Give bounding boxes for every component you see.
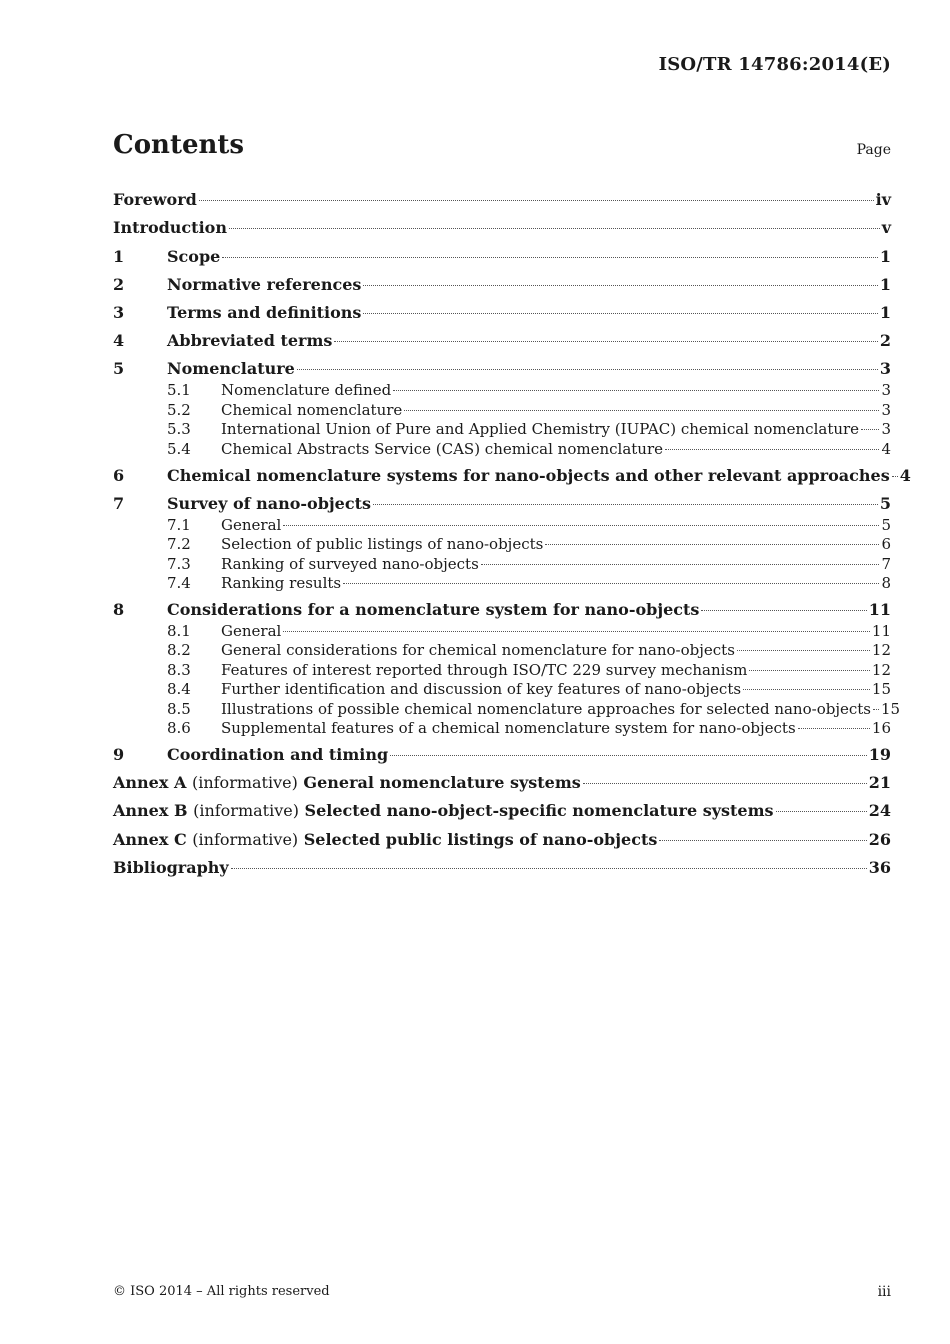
toc-entry[interactable] — [113, 622, 891, 642]
page-number: iii — [877, 1284, 891, 1300]
annex-informative-tag: (informative) — [193, 801, 299, 821]
dot-leader — [283, 631, 870, 632]
toc-entry-page: 15 — [880, 699, 901, 718]
toc-entry-number: 3 — [113, 302, 125, 322]
toc-entry-page: 8 — [881, 574, 891, 593]
copyright-notice: © ISO 2014 – All rights reserved — [113, 1284, 330, 1299]
dot-leader — [373, 504, 878, 505]
dot-leader — [743, 689, 870, 690]
toc-entry-page: 1 — [879, 246, 891, 266]
toc-entry-page: 15 — [871, 680, 891, 699]
toc-entry-title: Nomenclature defined — [221, 381, 392, 400]
toc-entry[interactable] — [113, 598, 891, 622]
annex-informative-tag: (informative) — [191, 773, 298, 793]
toc-entry[interactable] — [113, 719, 891, 739]
toc-entry[interactable] — [113, 555, 891, 575]
dot-leader — [363, 313, 877, 314]
toc-entry-title: Coordination and timing — [167, 745, 389, 765]
toc-entry[interactable] — [113, 492, 891, 516]
dot-leader — [229, 228, 880, 229]
toc-entry[interactable] — [113, 661, 891, 681]
toc-entry[interactable] — [113, 699, 901, 720]
toc-entry-title: Chemical nomenclature systems for nano-objects and other relevant approaches — [167, 465, 890, 485]
toc-entry-page: 3 — [881, 400, 891, 419]
toc-entry-page: 7 — [881, 554, 891, 573]
dot-leader — [390, 755, 867, 756]
toc-entry-title: Terms and definitions — [167, 302, 362, 322]
toc-entry-page: 5 — [881, 515, 891, 534]
toc-entry-number: 2 — [113, 274, 125, 294]
toc-entry-page: 11 — [868, 599, 891, 619]
toc-entry-title: Introduction — [113, 218, 227, 238]
toc-entry[interactable] — [113, 743, 891, 767]
dot-leader — [749, 670, 870, 671]
toc-entry-title — [113, 771, 581, 795]
dot-leader — [873, 709, 879, 710]
toc-entry-number: 8 — [113, 599, 125, 619]
toc-entry[interactable] — [113, 574, 891, 594]
dot-leader — [393, 390, 879, 391]
dot-leader — [343, 583, 879, 584]
toc-entry-number: 5.4 — [167, 439, 191, 458]
toc-entry-number: 7.3 — [167, 554, 191, 573]
toc-entry-title: Selection of public listings of nano-objects — [221, 535, 544, 554]
document-id: ISO/TR 14786:2014(E) — [658, 54, 891, 75]
toc-entry-number: 8.3 — [167, 660, 191, 679]
toc-entry-page: 1 — [879, 302, 891, 322]
annex-label: Annex A — [113, 773, 187, 793]
toc-entry[interactable] — [113, 535, 891, 555]
toc-entry-page: 4 — [881, 439, 891, 458]
dot-leader — [861, 429, 879, 430]
toc-entry-number: 5.3 — [167, 420, 191, 439]
toc-entry-page: 4 — [899, 465, 911, 485]
toc-entry-number: 6 — [113, 465, 125, 485]
toc-entry-page: 12 — [871, 660, 891, 679]
dot-leader — [297, 369, 878, 370]
toc-entry-title — [113, 799, 774, 823]
dot-leader — [231, 868, 867, 869]
toc-entry[interactable] — [113, 641, 891, 661]
toc-entry-page: 3 — [881, 381, 891, 400]
toc-entry-page: 6 — [881, 535, 891, 554]
toc-entry[interactable] — [113, 440, 891, 460]
toc-entry[interactable] — [113, 799, 891, 823]
toc-entry-page: iv — [875, 190, 891, 210]
annex-title: Selected public listings of nano-objects — [303, 829, 658, 849]
toc-entry[interactable] — [113, 381, 891, 401]
toc-entry-title: Chemical nomenclature — [221, 400, 403, 419]
toc-entry-number: 4 — [113, 331, 125, 351]
toc-entry[interactable] — [113, 301, 891, 325]
annex-title: Selected nano-object-specific nomenclature systems — [304, 801, 774, 821]
dot-leader — [222, 257, 878, 258]
toc-entry[interactable] — [113, 516, 891, 536]
toc-entry[interactable] — [113, 245, 891, 269]
dot-leader — [404, 410, 879, 411]
dot-leader — [659, 840, 866, 841]
annex-label: Annex B — [113, 801, 188, 821]
table-of-contents — [113, 184, 911, 880]
toc-entry-title: Nomenclature — [167, 359, 295, 379]
dot-leader — [798, 728, 870, 729]
toc-entry-page: 1 — [879, 274, 891, 294]
toc-entry-number: 1 — [113, 246, 125, 266]
toc-entry[interactable] — [113, 828, 891, 852]
toc-entry-page: 19 — [868, 745, 891, 765]
dot-leader — [776, 811, 867, 812]
toc-entry-title: Bibliography — [113, 857, 229, 877]
toc-entry-number: 8.1 — [167, 621, 191, 640]
annex-informative-tag: (informative) — [192, 829, 299, 849]
toc-entry[interactable] — [113, 357, 891, 381]
toc-entry-title: Ranking results — [221, 574, 342, 593]
toc-entry[interactable] — [113, 329, 891, 353]
dot-leader — [701, 610, 866, 611]
dot-leader — [283, 525, 879, 526]
toc-entry-title: Abbreviated terms — [167, 331, 333, 351]
toc-entry-title: Scope — [167, 246, 221, 266]
dot-leader — [583, 783, 867, 784]
toc-entry-number: 8.4 — [167, 680, 191, 699]
dot-leader — [737, 650, 870, 651]
toc-entry-page: 2 — [879, 331, 891, 351]
toc-entry[interactable] — [113, 680, 891, 700]
toc-entry-number: 8.5 — [167, 699, 191, 718]
toc-entry-title — [113, 828, 657, 852]
toc-entry[interactable] — [113, 188, 891, 212]
toc-entry-page: 11 — [871, 621, 891, 640]
toc-entry-page: 12 — [871, 641, 891, 660]
toc-entry[interactable] — [113, 401, 891, 421]
toc-entry[interactable] — [113, 771, 891, 795]
toc-entry-number: 5 — [113, 359, 125, 379]
toc-entry[interactable] — [113, 273, 891, 297]
toc-entry-title: Chemical Abstracts Service (CAS) chemical nomenclature — [221, 439, 664, 458]
toc-entry-title: Illustrations of possible chemical nomenclature approaches for selected nano-objects — [221, 699, 871, 718]
toc-entry-page: 24 — [868, 801, 891, 821]
dot-leader — [481, 564, 880, 565]
toc-entry[interactable] — [113, 216, 891, 240]
toc-entry-number: 8.2 — [167, 641, 191, 660]
toc-entry-page: 5 — [879, 493, 891, 513]
dot-leader — [363, 285, 877, 286]
toc-entry-title: Survey of nano-objects — [167, 493, 371, 513]
toc-entry-number: 7.2 — [167, 535, 191, 554]
toc-entry-number: 9 — [113, 745, 125, 765]
toc-entry-title: Supplemental features of a chemical nomenclature system for nano-objects — [221, 719, 796, 738]
toc-entry-number: 7 — [113, 493, 125, 513]
toc-entry-number: 5.2 — [167, 400, 191, 419]
toc-entry[interactable] — [113, 420, 891, 440]
toc-entry-number: 7.1 — [167, 515, 191, 534]
toc-entry-page: v — [881, 218, 891, 238]
toc-entry-title: Normative references — [167, 274, 362, 294]
toc-entry-title: Considerations for a nomenclature system for nano-objects — [167, 599, 700, 619]
toc-entry-title: Foreword — [113, 190, 197, 210]
toc-entry-page: 3 — [881, 420, 891, 439]
annex-title: General nomenclature systems — [303, 773, 581, 793]
toc-entry[interactable] — [113, 856, 891, 880]
contents-heading: Contents — [113, 130, 245, 160]
toc-entry[interactable] — [113, 464, 911, 488]
toc-entry-page: 26 — [868, 829, 891, 849]
toc-entry-title: Further identification and discussion of key features of nano-objects — [221, 680, 742, 699]
annex-label: Annex C — [113, 829, 187, 849]
toc-entry-page: 21 — [868, 773, 891, 793]
toc-entry-number: 7.4 — [167, 574, 191, 593]
dot-leader — [892, 476, 898, 477]
toc-entry-number: 5.1 — [167, 381, 191, 400]
toc-entry-title: Ranking of surveyed nano-objects — [221, 554, 479, 573]
toc-entry-number: 8.6 — [167, 719, 191, 738]
page-column-label: Page — [856, 142, 891, 158]
dot-leader — [199, 200, 874, 201]
dot-leader — [334, 341, 877, 342]
toc-entry-page: 16 — [871, 719, 891, 738]
toc-entry-title: General — [221, 515, 282, 534]
toc-entry-page: 36 — [868, 857, 891, 877]
toc-entry-title: Features of interest reported through ISO/TC 229 survey mechanism — [221, 660, 748, 679]
toc-entry-title: General considerations for chemical nomenclature for nano-objects — [221, 641, 735, 660]
dot-leader — [665, 449, 879, 450]
dot-leader — [545, 544, 879, 545]
toc-entry-title: International Union of Pure and Applied Chemistry (IUPAC) chemical nomenclature — [221, 420, 860, 439]
toc-entry-title: General — [221, 621, 282, 640]
toc-entry-page: 3 — [879, 359, 891, 379]
